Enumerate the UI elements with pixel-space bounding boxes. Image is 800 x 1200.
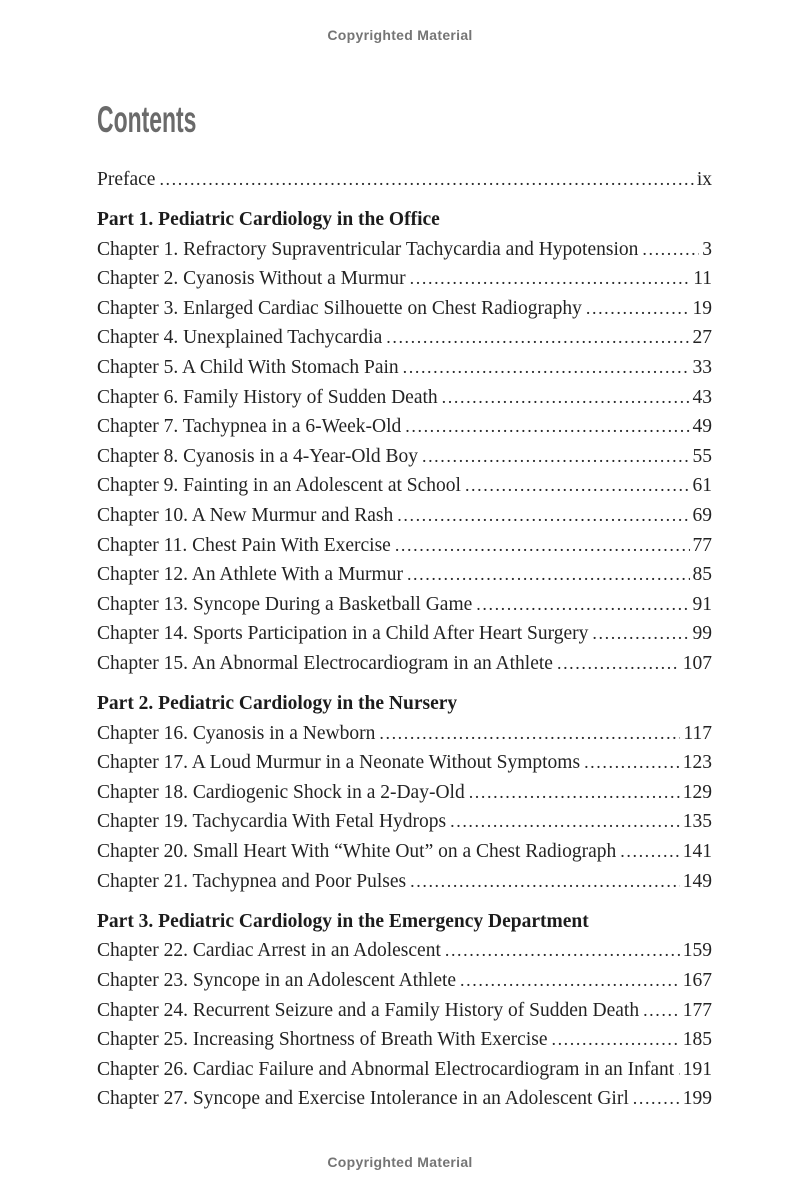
- toc-entry-title: Chapter 4. Unexplained Tachycardia: [97, 327, 383, 349]
- dot-leader: [586, 294, 690, 324]
- toc-entry-title: Chapter 9. Fainting in an Adolescent at School: [97, 475, 461, 497]
- toc-entry-title: Chapter 22. Cardiac Arrest in an Adolescent: [97, 940, 441, 962]
- toc-entry-title: Chapter 20. Small Heart With “White Out” on a Chest Radiograph: [97, 841, 617, 863]
- dot-leader: [395, 531, 690, 561]
- part-heading: Part 3. Pediatric Cardiology in the Emergency Department: [97, 910, 589, 932]
- dot-leader: [642, 235, 699, 265]
- dot-leader: [551, 1025, 679, 1055]
- toc-entry-title: Preface: [97, 169, 156, 190]
- toc-entry: [97, 867, 712, 897]
- toc-entry: [97, 778, 712, 808]
- toc-entry-title: Chapter 10. A New Murmur and Rash: [97, 505, 394, 527]
- toc-entry-title: Chapter 3. Enlarged Cardiac Silhouette on Chest Radiography: [97, 297, 582, 319]
- toc-entry: [97, 471, 712, 501]
- toc-entry-page: 191: [682, 1058, 712, 1080]
- toc-entry: [97, 353, 712, 383]
- dot-leader: [643, 996, 680, 1026]
- toc-entry-title: Chapter 27. Syncope and Exercise Intolerance in an Adolescent Girl: [97, 1088, 629, 1110]
- toc-entry: [97, 264, 712, 294]
- toc-entry-title: Chapter 14. Sports Participation in a Child After Heart Surgery: [97, 623, 589, 645]
- dot-leader: [403, 353, 690, 383]
- dot-leader: [410, 867, 680, 897]
- toc-entry-title: Chapter 19. Tachycardia With Fetal Hydrops: [97, 811, 447, 833]
- toc-entry-page: 199: [682, 1088, 712, 1110]
- toc-entry-title: Chapter 5. A Child With Stomach Pain: [97, 357, 399, 379]
- toc-entry: [97, 1084, 712, 1114]
- toc-entry-page: 129: [682, 781, 712, 803]
- toc-entry-title: Chapter 13. Syncope During a Basketball Game: [97, 593, 473, 615]
- toc-entry-title: Chapter 23. Syncope in an Adolescent Athlete: [97, 969, 457, 991]
- toc-entry-page: 19: [692, 297, 712, 319]
- dot-leader: [379, 719, 680, 749]
- toc-entry-page: 149: [682, 870, 712, 892]
- toc-entry: [97, 719, 712, 749]
- dot-leader: [410, 264, 691, 294]
- dot-leader: [450, 807, 680, 837]
- toc-entry-title: Chapter 1. Refractory Supraventricular Tachycardia and Hypotension: [97, 238, 639, 260]
- part-heading: Part 2. Pediatric Cardiology in the Nursery: [97, 693, 458, 715]
- dot-leader: [633, 1084, 680, 1114]
- copyright-notice-bottom: Copyrighted Material: [327, 1154, 473, 1170]
- table-of-contents: [97, 165, 712, 1114]
- toc-entry: [97, 807, 712, 837]
- toc-entry: [97, 748, 712, 778]
- toc-entry-title: Chapter 7. Tachypnea in a 6-Week-Old: [97, 416, 402, 438]
- toc-entry-page: 141: [682, 841, 712, 863]
- dot-leader: [476, 590, 689, 620]
- toc-entry-title: Chapter 2. Cyanosis Without a Murmur: [97, 268, 406, 290]
- dot-leader: [678, 1055, 680, 1085]
- contents-area: [97, 0, 712, 1114]
- toc-entry-title: Chapter 11. Chest Pain With Exercise: [97, 534, 391, 556]
- toc-entry-page: 107: [682, 653, 712, 674]
- toc-entry: [97, 837, 712, 867]
- dot-leader: [469, 778, 680, 808]
- toc-entry-page: 49: [692, 416, 712, 438]
- toc-entry-title: Chapter 25. Increasing Shortness of Breath With Exercise: [97, 1029, 548, 1051]
- dot-leader: [592, 619, 689, 649]
- toc-entry-page: 91: [692, 593, 712, 615]
- toc-entry: [97, 442, 712, 472]
- toc-entry-page: 77: [692, 534, 712, 556]
- toc-entry-title: Chapter 18. Cardiogenic Shock in a 2-Day-Old: [97, 781, 465, 803]
- toc-entry-title: Chapter 12. An Athlete With a Murmur: [97, 564, 403, 586]
- dot-leader: [422, 442, 690, 472]
- dot-leader: [159, 165, 693, 195]
- toc-entry-page: 117: [683, 722, 712, 744]
- toc-entry: [97, 1025, 712, 1055]
- toc-entry: [97, 383, 712, 413]
- toc-entry-page: 33: [692, 357, 712, 379]
- toc-entry-page: 135: [682, 811, 712, 833]
- toc-entry-page: 159: [682, 940, 712, 962]
- toc-entry: [97, 294, 712, 324]
- toc-entry-page: 85: [692, 564, 712, 586]
- toc-entry: [97, 996, 712, 1026]
- toc-entry-title: Chapter 16. Cyanosis in a Newborn: [97, 722, 376, 744]
- dot-leader: [465, 471, 690, 501]
- dot-leader: [460, 966, 680, 996]
- toc-entry-page: ix: [696, 169, 712, 190]
- toc-entry-title: Chapter 24. Recurrent Seizure and a Family History of Sudden Death: [97, 999, 640, 1021]
- toc-entry-page: 167: [682, 969, 712, 991]
- toc-entry-page: 69: [692, 505, 712, 527]
- dot-leader: [445, 936, 680, 966]
- toc-entry: [97, 412, 712, 442]
- toc-entry-page: 27: [692, 327, 712, 349]
- toc-entry: [97, 936, 712, 966]
- dot-leader: [407, 560, 690, 590]
- toc-entry-title: Chapter 17. A Loud Murmur in a Neonate Without Symptoms: [97, 752, 581, 774]
- toc-entry-title: Chapter 26. Cardiac Failure and Abnormal Electrocardiogram in an Infant: [97, 1058, 675, 1080]
- copyright-notice-top: Copyrighted Material: [327, 27, 473, 43]
- toc-entry-title: Chapter 21. Tachypnea and Poor Pulses: [97, 870, 407, 892]
- dot-leader: [386, 323, 689, 353]
- toc-entry: [97, 966, 712, 996]
- toc-entry-page: 11: [693, 268, 712, 290]
- toc-entry-page: 3: [702, 238, 712, 260]
- toc-entry: [97, 590, 712, 620]
- toc-entry: [97, 560, 712, 590]
- toc-entry: [97, 1055, 712, 1085]
- toc-entry: [97, 323, 712, 353]
- dot-leader: [442, 383, 690, 413]
- toc-entry: [97, 165, 712, 195]
- toc-entry: [97, 501, 712, 531]
- toc-entry-page: 43: [692, 386, 712, 408]
- toc-entry: [97, 649, 712, 679]
- dot-leader: [620, 837, 679, 867]
- dot-leader: [584, 748, 680, 778]
- part-heading: Part 1. Pediatric Cardiology in the Office: [97, 209, 440, 231]
- toc-entry: [97, 531, 712, 561]
- toc-entry-page: 185: [682, 1029, 712, 1051]
- dot-leader: [397, 501, 689, 531]
- toc-entry-page: 99: [692, 623, 712, 645]
- toc-entry-title: Chapter 6. Family History of Sudden Death: [97, 386, 438, 408]
- toc-entry-page: 123: [682, 752, 712, 774]
- dot-leader: [405, 412, 689, 442]
- toc-entry-title: Chapter 15. An Abnormal Electrocardiogram in an Athlete: [97, 653, 553, 674]
- toc-entry-page: 55: [692, 445, 712, 467]
- toc-entry: [97, 619, 712, 649]
- dot-leader: [557, 649, 680, 679]
- toc-entry-page: 61: [692, 475, 712, 497]
- toc-entry-title: Chapter 8. Cyanosis in a 4-Year-Old Boy: [97, 445, 418, 467]
- toc-entry: [97, 235, 712, 265]
- toc-entry-page: 177: [682, 999, 712, 1021]
- page-title: Contents: [97, 99, 197, 140]
